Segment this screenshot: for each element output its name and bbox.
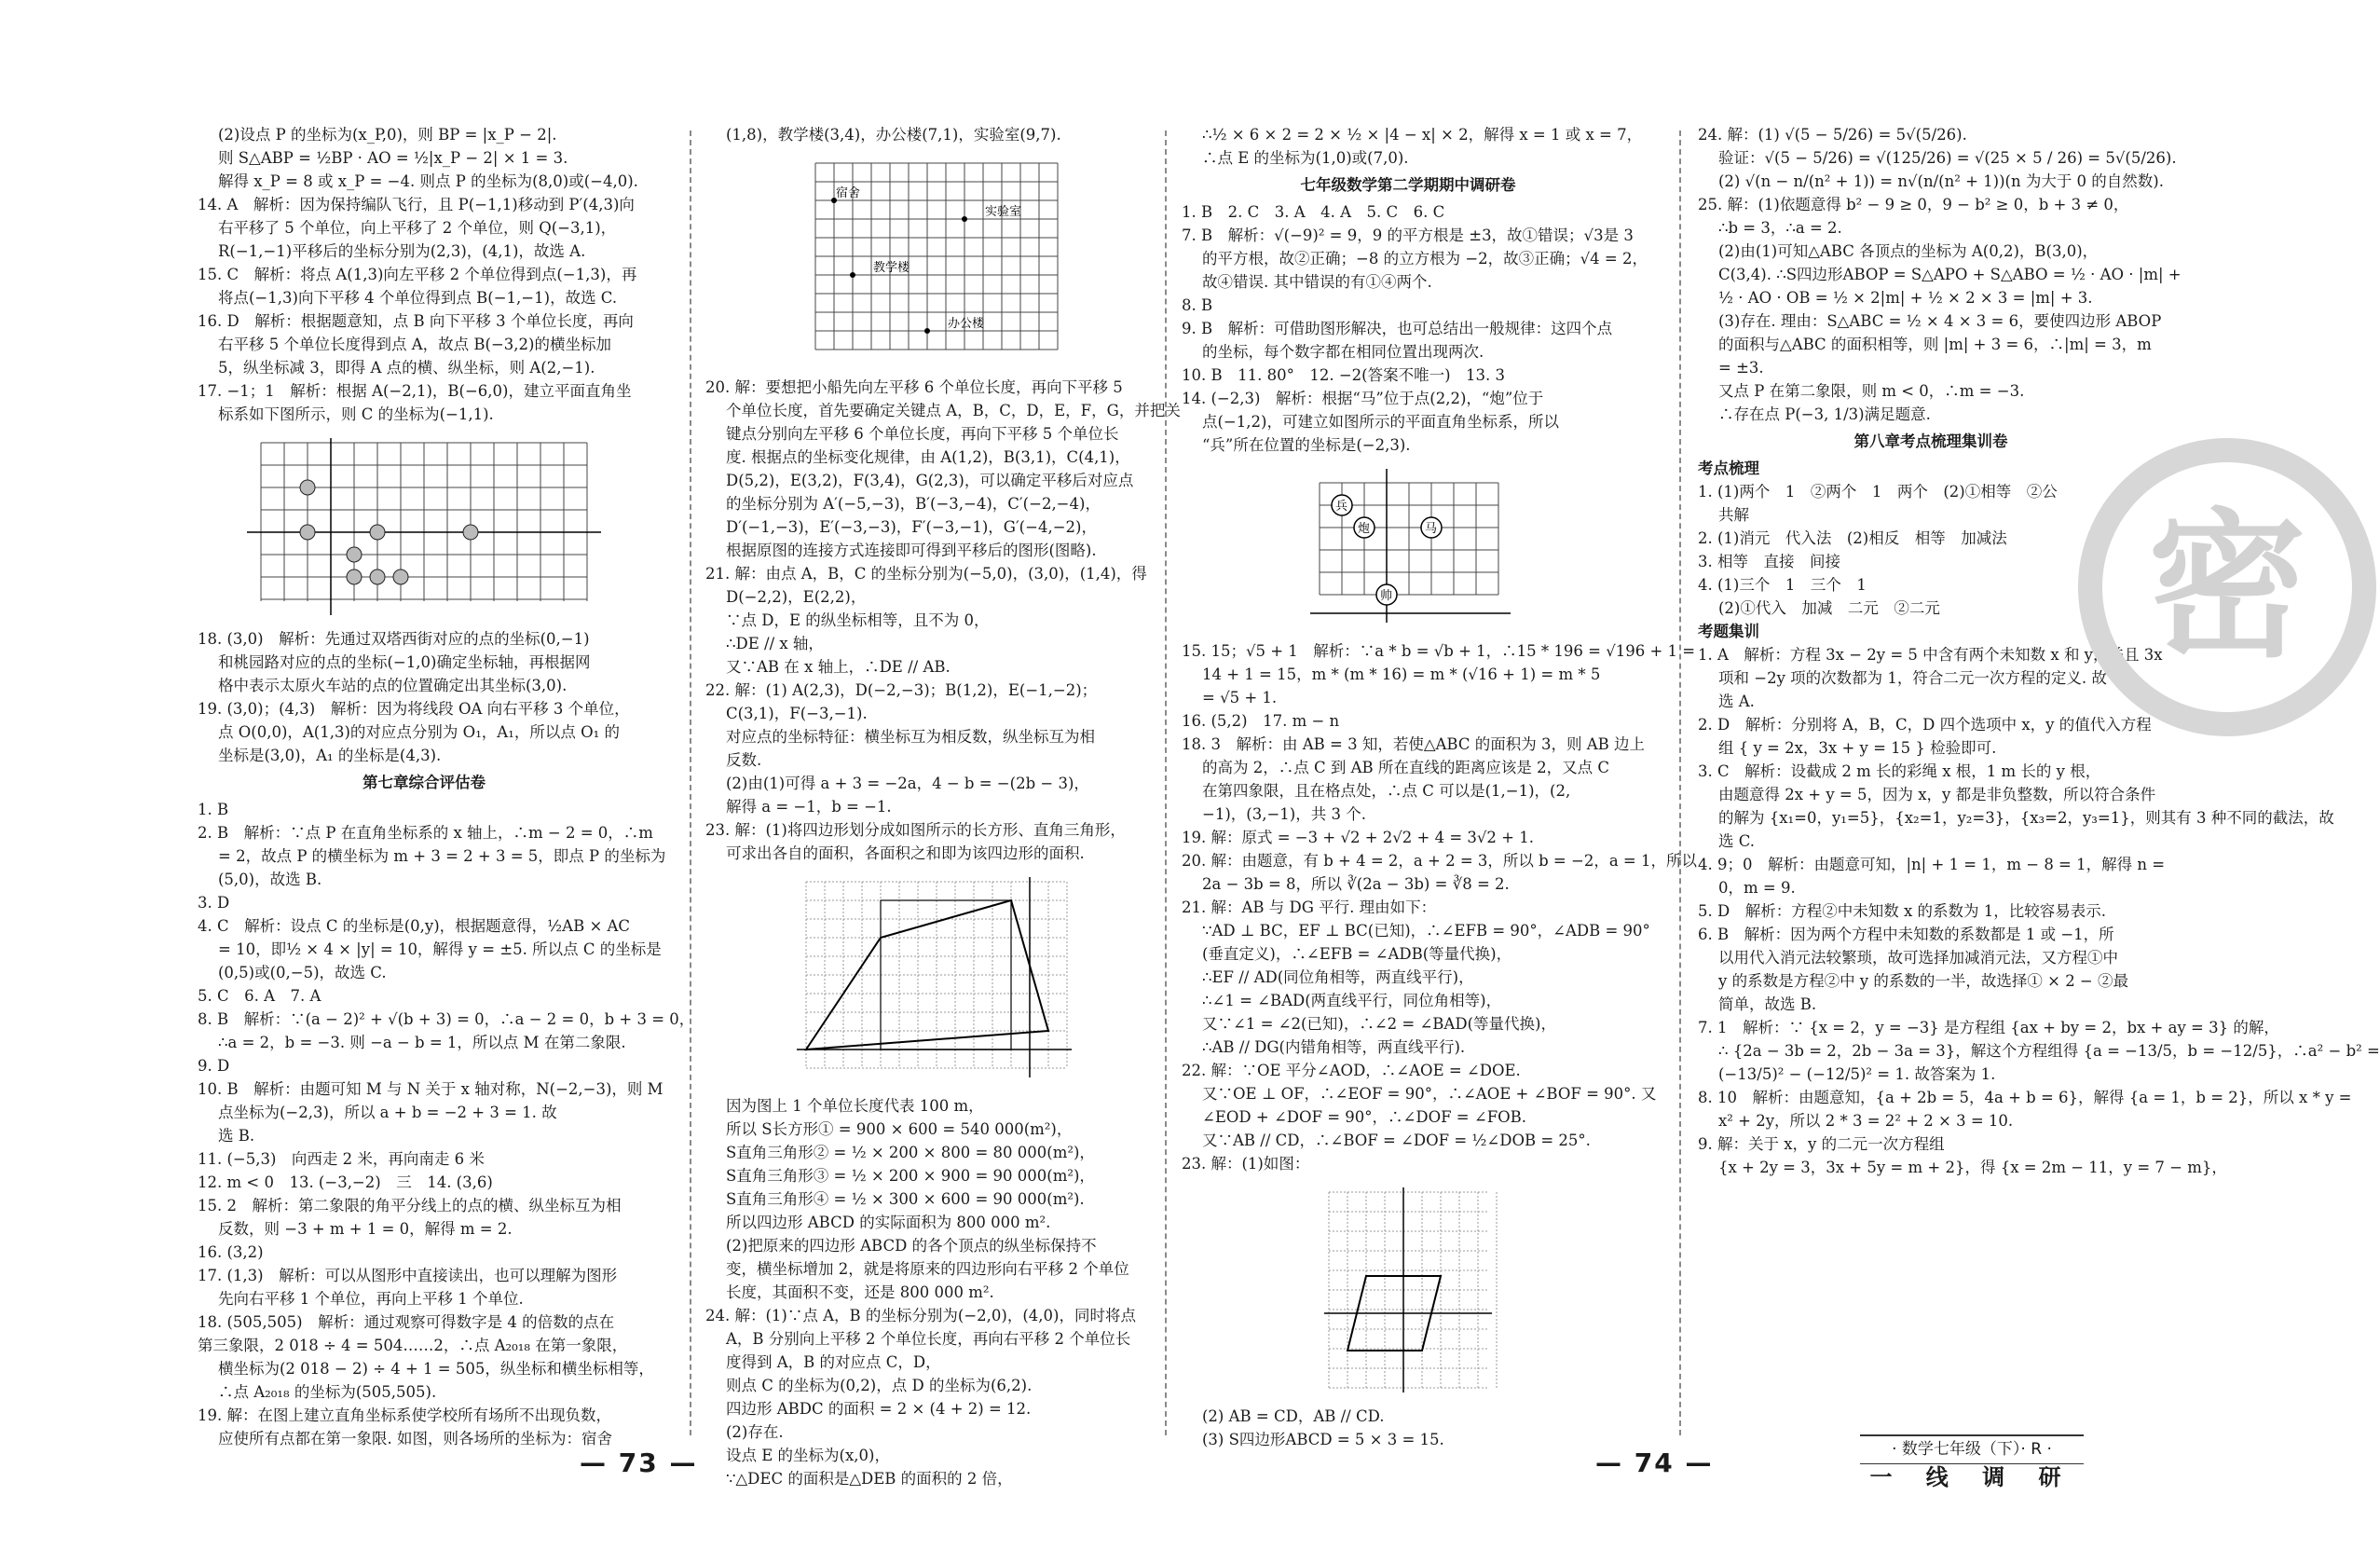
answer-line: 长度，其面积不变，还是 800 000 m². xyxy=(726,1283,994,1301)
answer-line: 的平方根，故②正确；−8 的立方根为 −2，故③正确；√4 = 2， xyxy=(1202,250,1648,268)
answer-line: 4. C 解析：设点 C 的坐标是(0,y)，根据题意得，½AB × AC xyxy=(198,917,631,935)
answer-line: 3. C 解析：设截成 2 m 长的彩绳 x 根，1 m 长的 y 根， xyxy=(1698,762,2101,780)
answer-line: = 2，故点 P 的横坐标为 m + 3 = 2 + 3 = 5，即点 P 的坐标为 xyxy=(218,847,666,865)
answer-line: D(5,2)，E(3,2)，F(3,4)，G(2,3)，可以确定平移后对应点 xyxy=(726,472,1134,489)
answer-line: = 10，即½ × 4 × |y| = 10，解得 y = ±5. 所以点 C 的坐标是 xyxy=(218,940,662,958)
map-label: 办公楼 xyxy=(948,317,985,331)
answer-line: 的高为 2，∴点 C 到 AB 所在直线的距离应该是 2，又点 C xyxy=(1202,759,1610,776)
answer-line: −1)，(3,−1)，共 3 个. xyxy=(1202,805,1366,823)
answer-line: 14. A 解析：因为保持编队飞行，且 P(−1,1)移动到 P′(4,3)向 xyxy=(198,196,635,213)
answer-line: S直角三角形③ = ½ × 200 × 900 = 90 000(m²)， xyxy=(726,1167,1095,1185)
answer-line: 17. −1；1 解析：根据 A(−2,1)，B(−6,0)，建立平面直角坐 xyxy=(198,382,632,400)
answer-line: 项和 −2y 项的次数都为 1，符合二元一次方程的定义. 故 xyxy=(1718,669,2107,687)
answer-line: ∴AB // DG(内错角相等，两直线平行). xyxy=(1202,1038,1466,1056)
answer-line: 坐标是(3,0)，A₁ 的坐标是(4,3). xyxy=(218,747,442,764)
answer-line: 选 A. xyxy=(1718,693,1755,710)
answer-line: 18. (3,0) 解析：先通过双塔西街对应的点的坐标(0,−1) xyxy=(198,630,590,648)
answer-line: 16. (3,2) xyxy=(198,1243,264,1261)
answer-line: 16. D 解析：根据题意知，点 B 向下平移 3 个单位长度，再向 xyxy=(198,312,634,330)
answer-column-2 xyxy=(705,123,1181,1488)
answer-line: 可求出各自的面积，各面积之和即为该四边形的面积. xyxy=(726,844,1085,862)
answer-line: (5,0)，故选 B. xyxy=(218,871,322,888)
page-number-left: — 73 — xyxy=(580,1447,698,1478)
answer-line: 8. B 解析：∵(a − 2)² + √(b + 3) = 0，∴a − 2 = 0，b + 3 = 0， xyxy=(198,1010,695,1028)
answer-line: 4. (1)三个 1 三个 1 xyxy=(1698,576,1867,594)
answer-line: 在第四象限，且在格点处，∴点 C 可以是(1,−1)，(2, xyxy=(1202,782,1571,800)
answer-line: 9. B 解析：可借助图形解决，也可总结出一般规律：这四个点 xyxy=(1182,320,1613,337)
answer-line: 将点(−1,3)向下平移 4 个单位得到点 B(−1,−1)，故选 C. xyxy=(218,289,618,307)
answer-line: 先向右平移 1 个单位，再向上平移 1 个单位. xyxy=(218,1290,524,1308)
answer-line: 24. 解：(1)∵点 A，B 的坐标分别为(−2,0)，(4,0)，同时将点 xyxy=(705,1307,1136,1324)
chess-piece-label: 炮 xyxy=(1358,522,1371,536)
answer-line: 设点 E 的坐标为(x,0)， xyxy=(726,1447,890,1464)
answer-line: ∴点 E 的坐标为(1,0)或(7,0). xyxy=(1202,149,1409,167)
answer-line: 9. D xyxy=(198,1057,230,1075)
answer-line: 10. B 解析：由题可知 M 与 N 关于 x 轴对称，N(−2,−3)，则 M xyxy=(198,1080,663,1098)
answer-line: {x + 2y = 3，3x + 5y = m + 2}，得 {x = 2m − 11，y = 7 − m}， xyxy=(1718,1159,2227,1176)
answer-line: 和桃园路对应的点的坐标(−1,0)确定坐标轴，再根据网 xyxy=(218,653,591,671)
answer-line: 则点 C 的坐标为(0,2)，点 D 的坐标为(6,2). xyxy=(726,1377,1033,1394)
answer-line: y 的系数是方程②中 y 的系数的一半，故选择① × 2 − ②最 xyxy=(1718,972,2129,990)
answer-line: 1. B 2. C 3. A 4. A 5. C 6. C xyxy=(1182,203,1445,221)
answer-line: 2a − 3b = 8，所以 ∛(2a − 3b) = ∛8 = 2. xyxy=(1202,875,1510,893)
answer-line: (3) S四边形ABCD = 5 × 3 = 15. xyxy=(1202,1431,1444,1448)
chess-piece-label: 帅 xyxy=(1380,589,1393,603)
answer-line: 3. D xyxy=(198,894,230,912)
answer-line: 23. 解：(1)如图： xyxy=(1182,1155,1310,1173)
answer-line: ∵AD ⊥ BC，EF ⊥ BC(已知)，∴∠EFB = 90°，∠ADB = 90° xyxy=(1202,922,1650,940)
answer-line: 点(−1,2)，可建立如图所示的平面直角坐标系，所以 xyxy=(1202,413,1559,431)
answer-line: 第三象限，2 018 ÷ 4 = 504……2，∴点 A₂₀₁₈ 在第一象限， xyxy=(198,1337,628,1354)
answer-line: D′(−1,−3)，E′(−3,−3)，F′(−3,−1)，G′(−4,−2)， xyxy=(726,518,1097,536)
answer-line: 的面积与△ABC 的面积相等，则 |m| + 3 = 6，∴|m| = 3，m xyxy=(1718,336,2152,353)
answer-line: A，B 分别向上平移 2 个单位长度，再向右平移 2 个单位长 xyxy=(726,1330,1131,1348)
answer-line: 1. B xyxy=(198,801,229,818)
answer-line: 度得到 A，B 的对应点 C，D， xyxy=(726,1353,941,1371)
page-number-right: — 74 — xyxy=(1595,1447,1714,1478)
answer-line: 的解为 {x₁=0，y₁=5}，{x₂=1，y₂=3}，{x₃=2，y₃=1}，则其有 3 种不同的截法，故 xyxy=(1718,809,2334,827)
map-label: 宿舍 xyxy=(836,186,861,200)
answer-line: 20. 解：由题意，有 b + 4 = 2，a + 2 = 3，所以 b = −2，a = 1，所以 xyxy=(1182,852,1697,870)
footer-title: 一 线 调 研 xyxy=(1869,1464,2074,1490)
answer-line: 19. (3,0)；(4,3) 解析：因为将线段 OA 向右平移 3 个单位， xyxy=(198,700,630,718)
answer-line: 2. B 解析：∵点 P 在直角坐标系的 x 轴上，∴m − 2 = 0，∴m xyxy=(198,824,653,842)
answer-line: 21. 解：由点 A，B，C 的坐标分别为(−5,0)，(3,0)，(1,4)，得 xyxy=(705,565,1147,583)
answer-line: ∴∠1 = ∠BAD(两直线平行，同位角相等)， xyxy=(1202,992,1502,1009)
answer-line: R(−1,−1)平移后的坐标分别为(2,3)，(4,1)，故选 A. xyxy=(218,242,586,260)
answer-line: C(3,1)，F(−3,−1). xyxy=(726,705,868,722)
answer-line: 5. C 6. A 7. A xyxy=(198,987,321,1005)
answer-line: 25. 解：(1)依题意得 b² − 9 ≥ 0，9 − b² ≥ 0，b + 3 ≠ 0， xyxy=(1698,196,2129,213)
answer-line: 故④错误. 其中错误的有①④两个. xyxy=(1202,273,1432,291)
answer-line: 2. (1)消元 代入法 (2)相反 相等 加减法 xyxy=(1698,529,2007,547)
answer-line: 8. 10 解析：由题意知，{a + 2b = 5，4a + b = 6}，解得 {a = 1，b = 2}，所以 x * y = xyxy=(1698,1089,2352,1106)
answer-line: ½ · AO · OB = ½ × 2|m| + ½ × 2 × 3 = |m| + 3. xyxy=(1718,289,2093,307)
answer-line: 简单，故选 B. xyxy=(1718,995,1817,1013)
answer-line: 反数，则 −3 + m + 1 = 0，解得 m = 2. xyxy=(218,1220,513,1238)
answer-line: = ±3. xyxy=(1718,359,1764,377)
section-heading: 考题集训 xyxy=(1698,623,1759,640)
answer-line: ∵△DEC 的面积是△DEB 的面积的 2 倍， xyxy=(726,1470,1013,1488)
answer-line: 因为图上 1 个单位长度代表 100 m， xyxy=(726,1097,984,1115)
answer-line: 1. A 解析：方程 3x − 2y = 5 中含有两个未知数 x 和 y，并且 3x xyxy=(1698,646,2163,664)
answer-line: 点坐标为(−2,3)，所以 a + b = −2 + 3 = 1. 故 xyxy=(218,1104,557,1121)
answer-line: 度. 根据点的坐标变化规律，由 A(1,2)，B(3,1)，C(4,1)， xyxy=(726,448,1130,466)
answer-line: 7. 1 解析：∵ {x = 2，y = −3} 是方程组 {ax + by = 2，bx + ay = 3} 的解， xyxy=(1698,1019,2279,1036)
answer-line: 12. m < 0 13. (−3,−2) 三 14. (3,6) xyxy=(198,1173,493,1191)
answer-line: 4. 9；0 解析：由题意可知，|n| + 1 = 1，m − 8 = 1，解得 n = xyxy=(1698,856,2166,873)
answer-line: 0，m = 9. xyxy=(1718,879,1796,897)
column-divider xyxy=(1165,130,1167,1435)
answer-line: (2) √(n − n/(n² + 1)) = n√(n/(n² + 1))(n 为大于 0 的自然数). xyxy=(1718,172,2164,190)
answer-line: (2)由(1)可得 a + 3 = −2a，4 − b = −(2b − 3)， xyxy=(726,775,1089,792)
answer-line: 2. D 解析：分别将 A，B，C，D 四个选项中 x，y 的值代入方程 xyxy=(1698,716,2152,734)
footer-subject: · 数学七年级（下）· R · xyxy=(1860,1434,2084,1464)
answer-line: 18. (505,505) 解析：通过观察可得数字是 4 的倍数的点在 xyxy=(198,1313,615,1331)
answer-column-3 xyxy=(1182,123,1697,1448)
answer-line: 由题意得 2x + y = 5，因为 x，y 都是非负整数，所以符合条件 xyxy=(1718,786,2156,803)
answer-line: 的坐标分别为 A′(−5,−3)，B′(−3,−4)，C′(−2,−4)， xyxy=(726,495,1101,513)
answer-line: ∴ {2a − 3b = 2，2b − 3a = 3}，解这个方程组得 {a = −13/5，b = −12/5}，∴a² − b² = xyxy=(1718,1042,2380,1060)
answer-line: 23. 解：(1)将四边形划分成如图所示的长方形、直角三角形， xyxy=(705,821,1126,839)
chessboard-figure xyxy=(1301,464,1515,632)
answer-line: 15. 2 解析：第二象限的角平分线上的点的横、纵坐标互为相 xyxy=(198,1197,622,1214)
answer-line: C(3,4). ∴S四边形ABOP = S△APO + S△ABO = ½ · AO · |m| + xyxy=(1718,266,2182,283)
confidential-stamp-icon: 密 xyxy=(2078,438,2376,736)
answer-line: 解得 a = −1，b = −1. xyxy=(726,798,892,816)
answer-line: 变，横坐标增加 2，就是将原来的四边形向右平移 2 个单位 xyxy=(726,1260,1129,1278)
answer-line: 3. 相等 直接 间接 xyxy=(1698,553,1840,570)
answer-line: 所以 S长方形① = 900 × 600 = 540 000(m²)， xyxy=(726,1120,1073,1138)
answer-line: 9. 解：关于 x，y 的二元一次方程组 xyxy=(1698,1135,1945,1153)
answer-line: x² + 2y，所以 2 * 3 = 2² + 2 × 3 = 10. xyxy=(1718,1112,2014,1130)
answer-line: 10. B 11. 80° 12. −2(答案不唯一) 13. 3 xyxy=(1182,366,1506,384)
parallelogram-grid-figure xyxy=(1320,1183,1497,1397)
answer-line: ∴EF // AD(同位角相等，两直线平行)， xyxy=(1202,968,1474,986)
answer-line: ∴½ × 6 × 2 = 2 × ½ × |4 − x| × 2，解得 x = 1 或 x = 7， xyxy=(1202,126,1643,144)
answer-line: ∴b = 3，∴a = 2. xyxy=(1718,219,1842,237)
answer-line: (0,5)或(0,−5)，故选 C. xyxy=(218,964,387,981)
answer-line: 右平移了 5 个单位，向上平移了 2 个单位，则 Q(−3,1)， xyxy=(218,219,617,237)
answer-line: 个单位长度，首先要确定关键点 A，B，C，D，E，F，G，并把关 xyxy=(726,402,1181,419)
chess-piece-label: 马 xyxy=(1425,522,1438,536)
answer-line: 标系如下图所示，则 C 的坐标为(−1,1). xyxy=(218,405,494,423)
answer-line: 应使所有点都在第一象限. 如图，则各场所的坐标为：宿舍 xyxy=(218,1430,612,1447)
answer-line: (垂直定义)，∴∠EFB = ∠ADB(等量代换)， xyxy=(1202,945,1512,963)
answer-line: 以用代入消元法较繁琐，故可选择加减消元法，又方程①中 xyxy=(1718,949,2118,967)
answer-line: 选 C. xyxy=(1718,832,1756,850)
section-title: 七年级数学第二学期期中调研卷 xyxy=(1300,176,1516,194)
answer-line: 又∵∠1 = ∠2(已知)，∴∠2 = ∠BAD(等量代换)， xyxy=(1202,1015,1556,1033)
answer-line: 组 { y = 2x，3x + y = 15 } 检验即可. xyxy=(1718,739,1997,757)
map-label: 实验室 xyxy=(985,205,1022,219)
answer-line: (2)存在. xyxy=(726,1423,784,1441)
answer-line: 横坐标为(2 018 − 2) ÷ 4 + 1 = 505，纵坐标和横坐标相等， xyxy=(218,1360,654,1378)
answer-line: 17. (1,3) 解析：可以从图形中直接读出，也可以理解为图形 xyxy=(198,1267,618,1284)
answer-line: 1. (1)两个 1 ②两个 1 两个 (2)①相等 ②公 xyxy=(1698,483,2058,501)
answer-line: 所以四边形 ABCD 的实际面积为 800 000 m². xyxy=(726,1214,1051,1231)
column-divider xyxy=(1679,130,1681,1435)
answer-line: 24. 解：(1) √(5 − 5/26) = 5√(5/26). xyxy=(1698,126,1967,144)
answer-line: (3)存在. 理由：S△ABC = ½ × 4 × 3 = 6，要使四边形 ABOP xyxy=(1718,312,2162,330)
answer-line: 21. 解：AB 与 DG 平行. 理由如下： xyxy=(1182,899,1437,916)
answer-line: 22. 解：∵OE 平分∠AOD，∴∠AOE = ∠DOE. xyxy=(1182,1062,1521,1079)
answer-line: D(−2,2)，E(2,2)， xyxy=(726,588,867,606)
quadrilateral-grid-figure xyxy=(787,872,1076,1087)
answer-line: (1,8)，教学楼(3,4)，办公楼(7,1)，实验室(9,7). xyxy=(726,126,1061,144)
map-label: 教学楼 xyxy=(873,261,910,275)
answer-line: S直角三角形④ = ½ × 300 × 600 = 90 000(m²). xyxy=(726,1190,1085,1208)
answer-line: 又∵AB 在 x 轴上，∴DE // AB. xyxy=(726,658,951,676)
answer-line: ∴a = 2，b = −3. 则 −a − b = 1，所以点 M 在第二象限. xyxy=(218,1034,626,1051)
answer-line: 又∵AB // CD，∴∠BOF = ∠DOF = ½∠DOB = 25°. xyxy=(1202,1132,1591,1149)
answer-line: 又点 P 在第二象限，则 m < 0，∴m = −3. xyxy=(1718,382,2025,400)
answer-line: 18. 3 解析：由 AB = 3 知，若使△ABC 的面积为 3，则 AB 边上 xyxy=(1182,735,1646,753)
footer-brand xyxy=(1860,1434,2084,1489)
answer-column-4 xyxy=(1698,123,2380,1437)
answer-line: (2)把原来的四边形 ABCD 的各个顶点的纵坐标保持不 xyxy=(726,1237,1097,1255)
answer-line: 格中表示太原火车站的点的位置确定出其坐标(3,0). xyxy=(218,677,568,694)
answer-line: “兵”所在位置的坐标是(−2,3). xyxy=(1202,436,1411,454)
answer-line: 15. 15；√5 + 1 解析：∵a * b = √b + 1，∴15 * 196 = √196 + 1 = xyxy=(1182,642,1696,660)
answer-line: ∵点 D，E 的纵坐标相等，且不为 0， xyxy=(726,611,990,629)
answer-line: ∠EOD + ∠DOF = 90°，∴∠DOF = ∠FOB. xyxy=(1202,1108,1527,1126)
answer-line: 5. D 解析：方程②中未知数 x 的系数为 1，比较容易表示. xyxy=(1698,902,2106,920)
answer-line: 19. 解：在图上建立直角坐标系使学校所有场所不出现负数， xyxy=(198,1406,611,1424)
answer-line: 11. (−5,3) 向西走 2 米，再向南走 6 米 xyxy=(198,1150,485,1168)
answer-line: 共解 xyxy=(1718,506,1749,524)
answer-line: 8. B xyxy=(1182,296,1213,314)
answer-line: 验证：√(5 − 5/26) = √(125/26) = √(25 × 5 / 26) = 5√(5/26). xyxy=(1718,149,2177,167)
section-title: 第八章考点梳理集训卷 xyxy=(1853,432,2008,450)
answer-line: 20. 解：要想把小船先向左平移 6 个单位长度，再向下平移 5 xyxy=(705,378,1123,396)
answer-line: (2) AB = CD，AB // CD. xyxy=(1202,1407,1385,1425)
coordinate-board-figure xyxy=(242,433,606,620)
answer-line: 反数. xyxy=(726,751,762,769)
answer-line: 对应点的坐标特征：横坐标互为相反数，纵坐标互为相 xyxy=(726,728,1095,746)
answer-line: (−13/5)² − (−12/5)² = 1. 故答案为 1. xyxy=(1718,1065,1996,1083)
chess-piece-label: 兵 xyxy=(1335,500,1348,514)
answer-line: 6. B 解析：因为两个方程中未知数的系数都是 1 或 −1，所 xyxy=(1698,926,2114,943)
answer-line: 又∵OE ⊥ OF，∴∠EOF = 90°，∴∠AOE + ∠BOF = 90°. 又 xyxy=(1202,1085,1657,1103)
answer-line: 的坐标，每个数字都在相同位置出现两次. xyxy=(1202,343,1484,361)
answer-line: 解得 x_P = 8 或 x_P = −4. 则点 P 的坐标为(8,0)或(−4,0). xyxy=(218,172,638,190)
answer-line: 15. C 解析：将点 A(1,3)向左平移 2 个单位得到点(−1,3)，再 xyxy=(198,266,637,283)
answer-line: 则 S△ABP = ½BP · AO = ½|x_P − 2| × 1 = 3. xyxy=(218,149,568,167)
answer-line: 根据原图的连接方式连接即可得到平移后的图形(图略). xyxy=(726,542,1097,559)
answer-line: S直角三角形② = ½ × 200 × 800 = 80 000(m²)， xyxy=(726,1144,1095,1161)
answer-line: 键点分别向左平移 6 个单位长度，再向下平移 5 个单位长 xyxy=(726,425,1119,443)
answer-line: = √5 + 1. xyxy=(1202,689,1278,707)
answer-line: ∴点 A₂₀₁₈ 的坐标为(505,505). xyxy=(218,1383,437,1401)
answer-line: (2)设点 P 的坐标为(x_P,0)，则 BP = |x_P − 2|. xyxy=(218,126,557,144)
answer-column-1 xyxy=(198,123,695,1447)
answer-line: 16. (5,2) 17. m − n xyxy=(1182,712,1340,730)
answer-line: 点 O(0,0)，A(1,3)的对应点分别为 O₁，A₁，所以点 O₁ 的 xyxy=(218,723,620,741)
answer-line: 右平移 5 个单位长度得到点 A，故点 B(−3,2)的横坐标加 xyxy=(218,336,611,353)
answer-line: 7. B 解析：√(−9)² = 9，9 的平方根是 ±3，故①错误；√3是 3 xyxy=(1182,226,1634,244)
answer-line: ∴存在点 P(−3, 1/3)满足题意. xyxy=(1718,405,1931,423)
answer-line: 14 + 1 = 15，m * (m * 16) = m * (√16 + 1) = m * 5 xyxy=(1202,665,1601,683)
answer-line: 19. 解：原式 = −3 + √2 + 2√2 + 4 = 3√2 + 1. xyxy=(1182,829,1534,846)
answer-line: ∴DE // x 轴， xyxy=(726,635,824,652)
column-divider xyxy=(690,130,691,1435)
answer-line: 14. (−2,3) 解析：根据“马”位于点(2,2)，“炮”位于 xyxy=(1182,390,1544,407)
answer-line: 5，纵坐标减 3，即得 A 点的横、纵坐标，则 A(2,−1). xyxy=(218,359,595,377)
answer-line: (2)①代入 加减 二元 ②二元 xyxy=(1718,599,1940,617)
answer-line: 选 B. xyxy=(218,1127,255,1145)
school-map-figure xyxy=(792,154,1072,368)
answer-line: 四边形 ABDC 的面积 = 2 × (4 + 2) = 12. xyxy=(726,1400,1032,1418)
section-title: 第七章综合评估卷 xyxy=(362,774,486,791)
answer-line: (2)由(1)可知△ABC 各顶点的坐标为 A(0,2)，B(3,0)， xyxy=(1718,242,2099,260)
answer-line: 22. 解：(1) A(2,3)，D(−2,−3)；B(1,2)，E(−1,−2)； xyxy=(705,681,1098,699)
section-heading: 考点梳理 xyxy=(1698,460,1759,477)
